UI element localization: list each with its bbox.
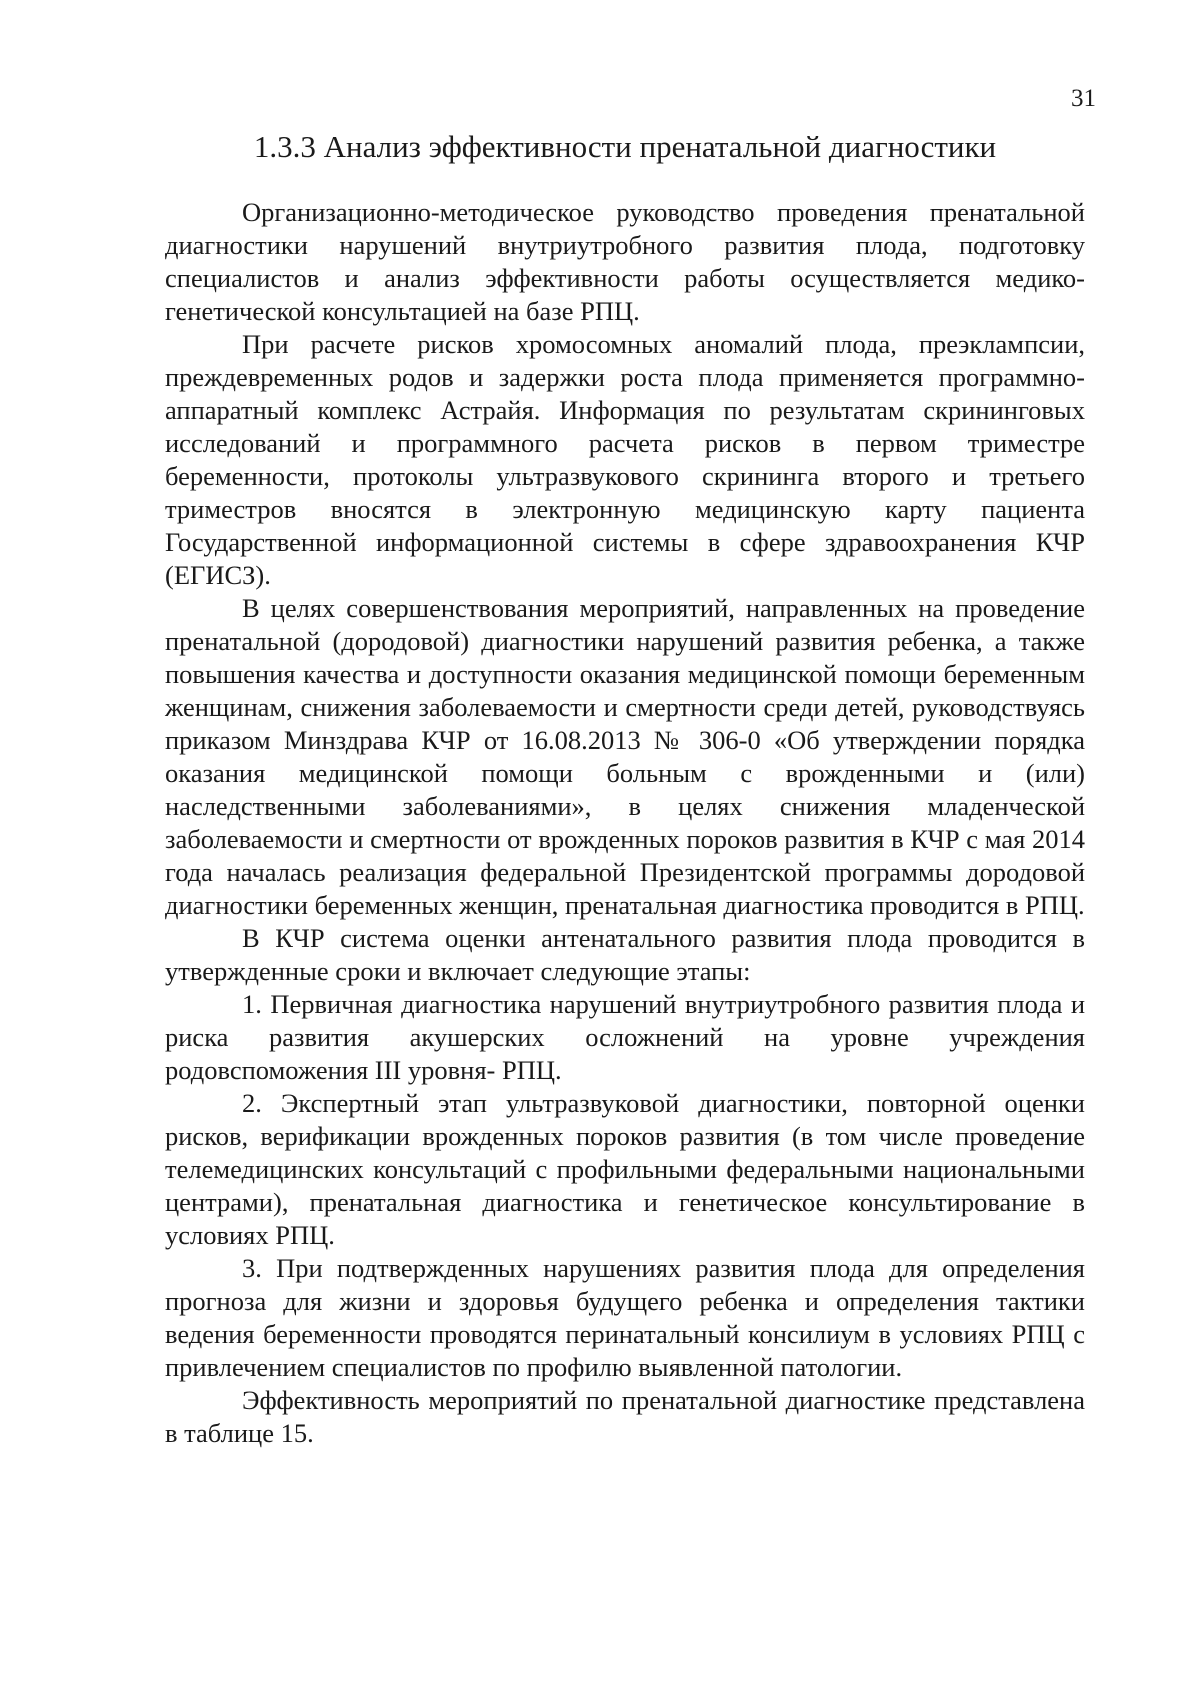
- paragraph-program-goals: В целях совершенствования мероприятий, направленных на проведение пренатальной (дородовой) диагностики нарушений развития ребенка, а также повышения качества и доступности оказания медицинской помощи беременным женщинам, снижения заболеваемости и смертности среди детей, руководствуясь приказом Минздрава КЧР от 16.08.2013 № 306-0 «Об утверждении порядка оказания медицинской помощи больным с врожденными и (или) наследственными заболеваниями», в целях снижения младенческой заболеваемости и смертности от врожденных пороков развития в КЧР с мая 2014 года началась реализация федеральной Президентской программы дородовой диагностики беременных женщин, пренатальная диагностика проводится в РПЦ.: [165, 593, 1085, 920]
- paragraph-organization: Организационно-методическое руководство проведения пренатальной диагностики нарушений внутриутробного развития плода, подготовку специалистов и анализ эффективности работы осуществляется медико-генетической консультацией на базе РПЦ.: [165, 197, 1085, 326]
- section-heading: 1.3.3 Анализ эффективности пренатальной диагностики: [253, 129, 997, 164]
- list-item-stage-2: 2. Экспертный этап ультразвуковой диагностики, повторной оценки рисков, верификации врожденных пороков развития (в том числе проведение телемедицинских консультаций с профильными федеральными национальными центрами), пренатальная диагностика и генетическое консультирование в условиях РПЦ.: [165, 1088, 1085, 1250]
- list-item-stage-1: 1. Первичная диагностика нарушений внутриутробного развития плода и риска развития акушерских осложнений на уровне учреждения родовспоможения III уровня- РПЦ.: [165, 989, 1085, 1085]
- paragraph-stages-intro: В КЧР система оценки антенатального развития плода проводится в утвержденные сроки и включает следующие этапы:: [165, 923, 1085, 986]
- list-item-stage-3: 3. При подтвержденных нарушениях развития плода для определения прогноза для жизни и здоровья будущего ребенка и определения тактики ведения беременности проводятся перинатальный консилиум в условиях РПЦ с привлечением специалистов по профилю выявленной патологии.: [165, 1253, 1085, 1382]
- page-number: 31: [1071, 85, 1096, 112]
- paragraph-risk-calculation: При расчете рисков хромосомных аномалий плода, преэклампсии, преждевременных родов и задержки роста плода применяется программно-аппаратный комплекс Астрайя. Информация по результатам скрининговых исследований и программного расчета рисков в первом триместре беременности, протоколы ультразвукового скрининга второго и третьего триместров вносятся в электронную медицинскую карту пациента Государственной информационной системы в сфере здравоохранения КЧР (ЕГИСЗ).: [165, 329, 1085, 590]
- paragraph-efficiency: Эффективность мероприятий по пренатальной диагностике представлена в таблице 15.: [165, 1385, 1085, 1448]
- body-text: [165, 196, 1085, 1450]
